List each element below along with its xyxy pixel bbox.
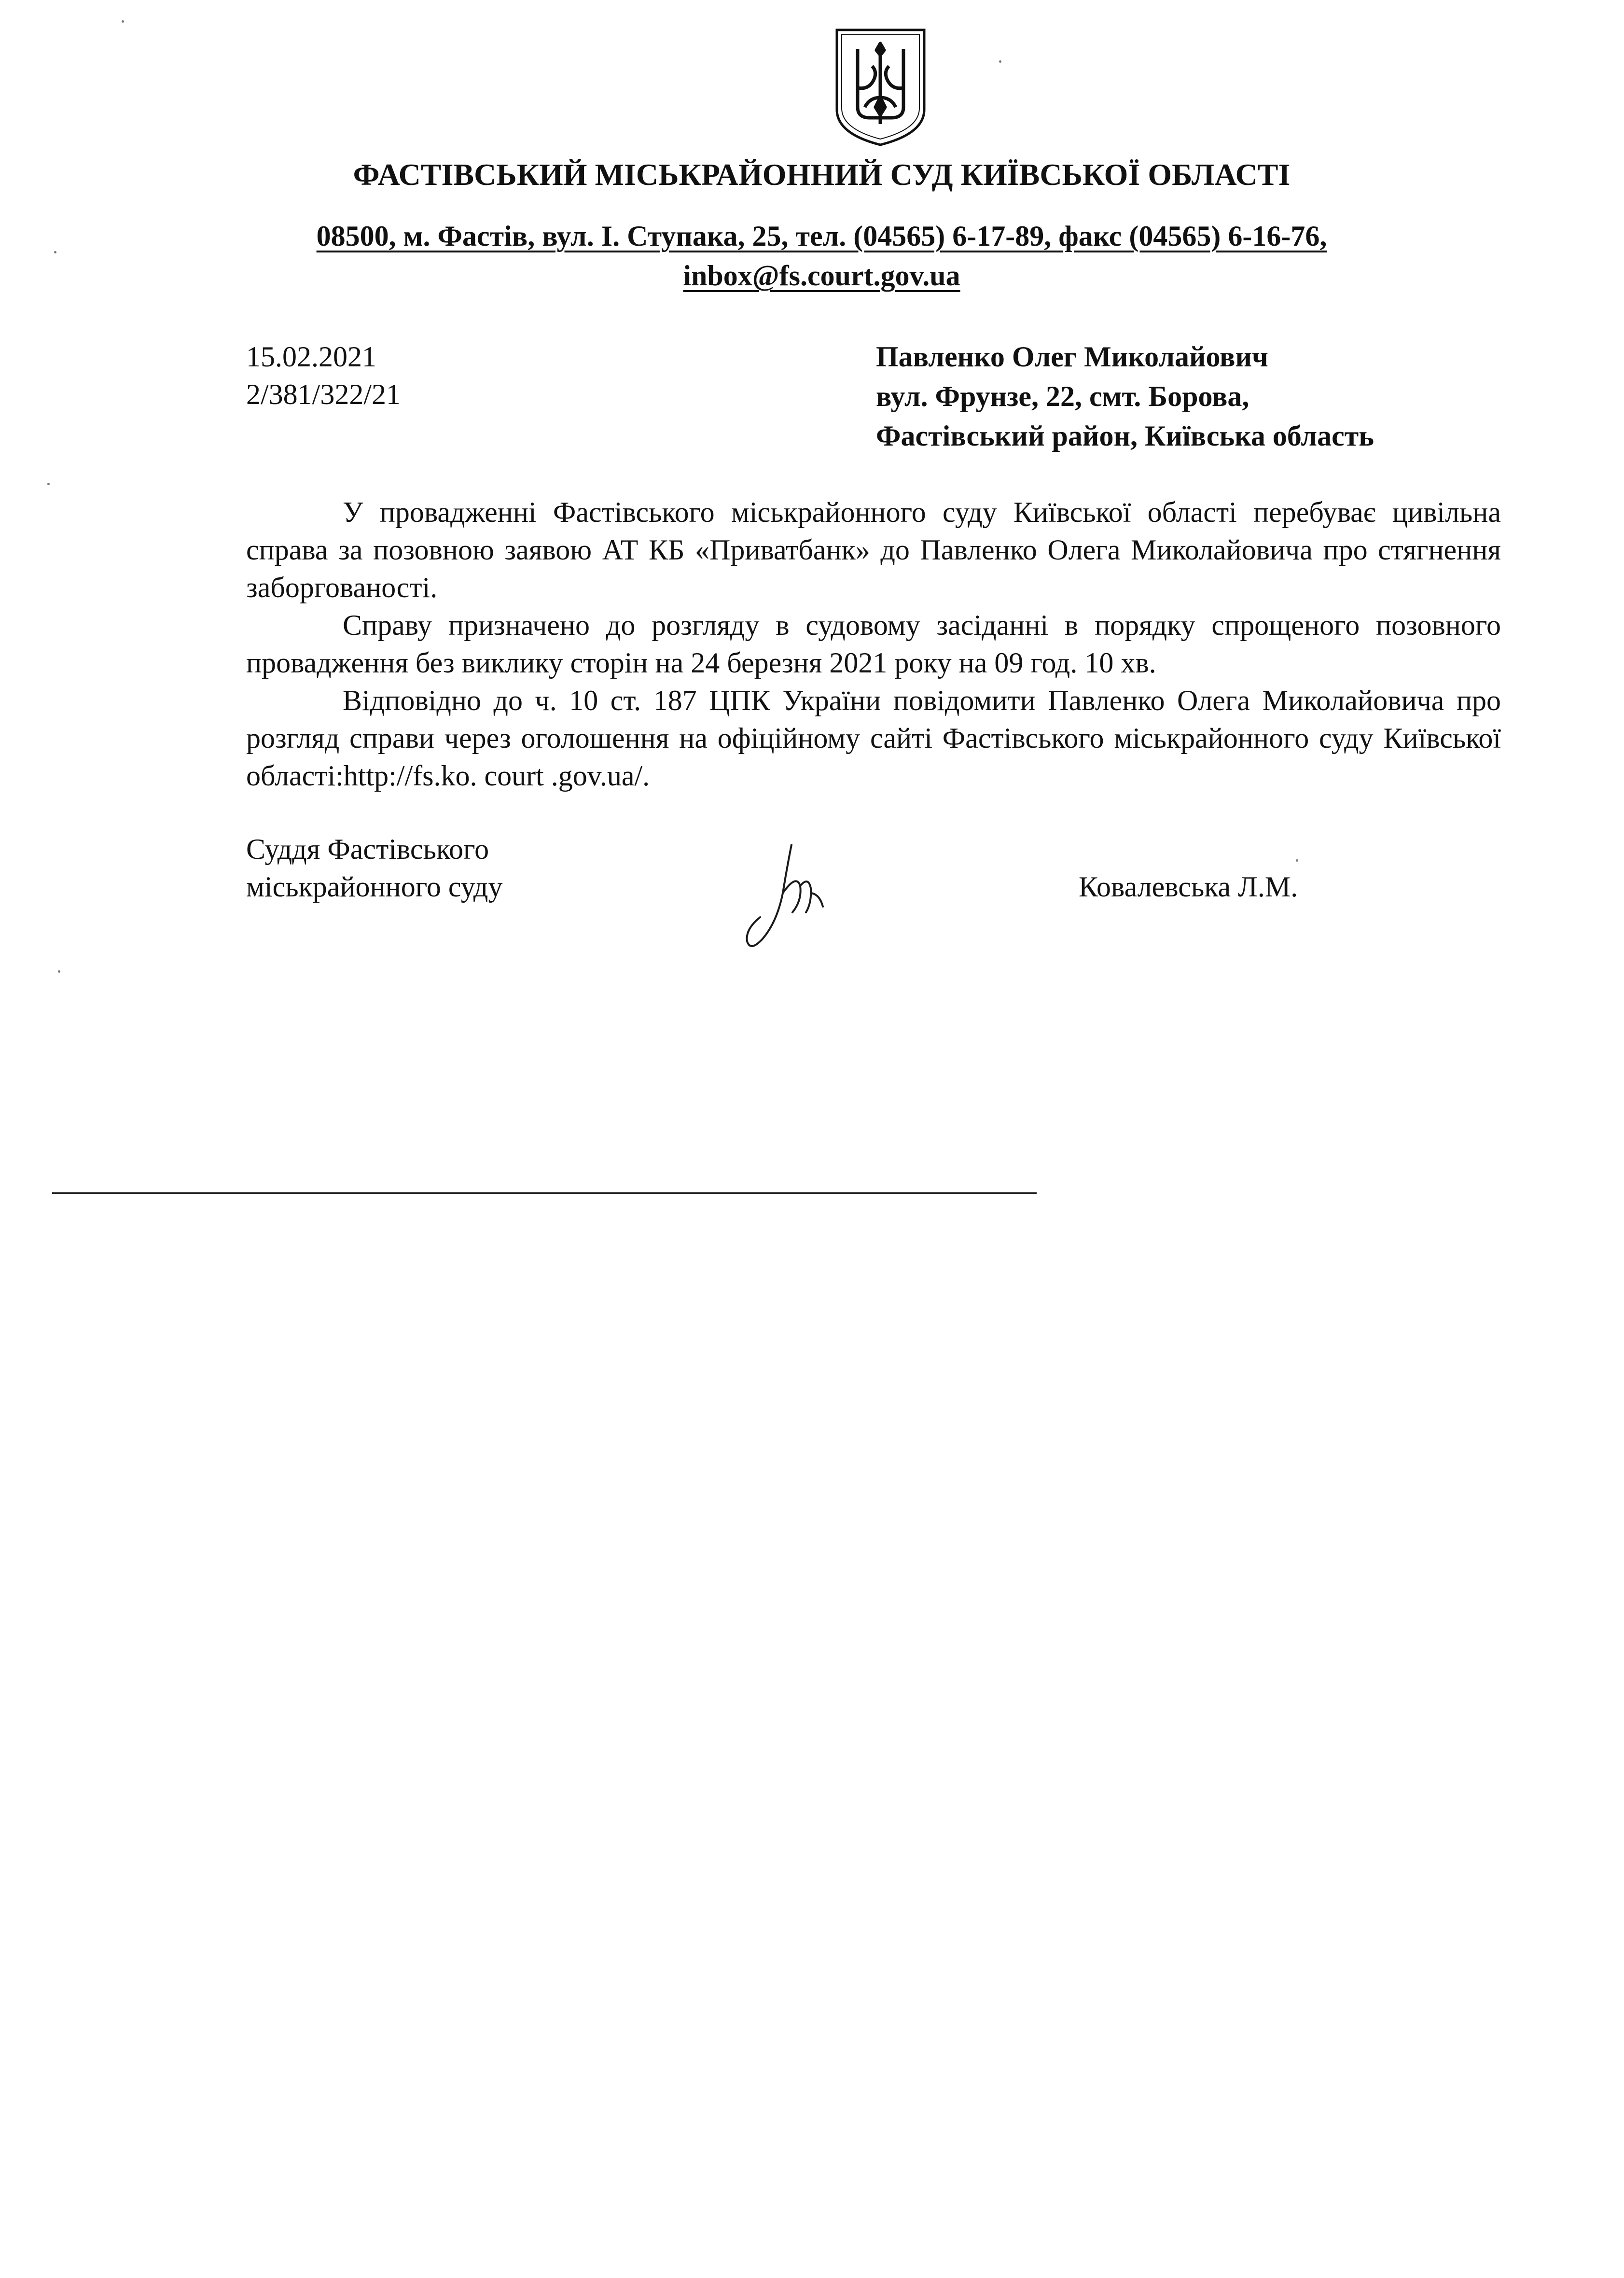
- scan-speck: [54, 251, 56, 253]
- judge-name: Ковалевська Л.М.: [1079, 871, 1298, 903]
- judge-position-line: міськрайонного суду: [246, 871, 503, 903]
- scan-speck: [122, 20, 124, 23]
- scan-speck: [47, 483, 50, 485]
- notice-paragraph: У провадженні Фастівського міськрайонного суду Київської області перебуває цивільна справа за позовною заявою АТ КБ «Приватбанк» до Павленко Олега Миколайовича про стягнення заборгованості.: [246, 496, 1501, 603]
- scan-speck: [58, 970, 60, 973]
- scan-speck: [1296, 859, 1298, 862]
- scan-speck: [999, 60, 1001, 63]
- recipient-block: [876, 337, 1374, 456]
- case-number: 2/381/322/21: [246, 378, 401, 410]
- judge-position: [246, 830, 502, 906]
- notice-paragraph: Відповідно до ч. 10 ст. 187 ЦПК України повідомити Павленко Олега Миколайовича про розгляд справи через оголошення на офіційному сайті Фастівського міськрайонного суду Київської області:http://fs.ko. court .gov.ua/.: [246, 685, 1501, 792]
- notice-paragraph: Справу призначено до розгляду в судовому засіданні в порядку спрощеного позовного провадження без виклику сторін на 24 березня 2021 року на 09 год. 10 хв.: [246, 609, 1501, 679]
- recipient-name: Павленко Олег Миколайович: [876, 341, 1268, 373]
- document-meta: [246, 338, 401, 413]
- court-email-link[interactable]: inbox@fs.court.gov.ua: [683, 260, 960, 292]
- court-title: ФАСТІВСЬКИЙ МІСЬКРАЙОННИЙ СУД КИЇВСЬКОЇ ОБЛАСТІ: [353, 157, 1291, 192]
- document-date: 15.02.2021: [246, 341, 376, 373]
- judge-position-line: Суддя Фастівського: [246, 833, 489, 865]
- coat-of-arms-trident-icon: [831, 25, 930, 148]
- recipient-address-line: вул. Фрунзе, 22, смт. Борова,: [876, 380, 1249, 412]
- court-address: [10, 216, 1624, 295]
- notice-body: [246, 493, 1501, 795]
- footer-divider: [52, 1192, 1037, 1194]
- court-address-line: 08500, м. Фастів, вул. І. Ступака, 25, тел. (04565) 6-17-89, факс (04565) 6-16-76,: [316, 220, 1327, 252]
- recipient-region-line: Фастівський район, Київська область: [876, 420, 1374, 452]
- handwritten-signature-icon: [738, 840, 835, 956]
